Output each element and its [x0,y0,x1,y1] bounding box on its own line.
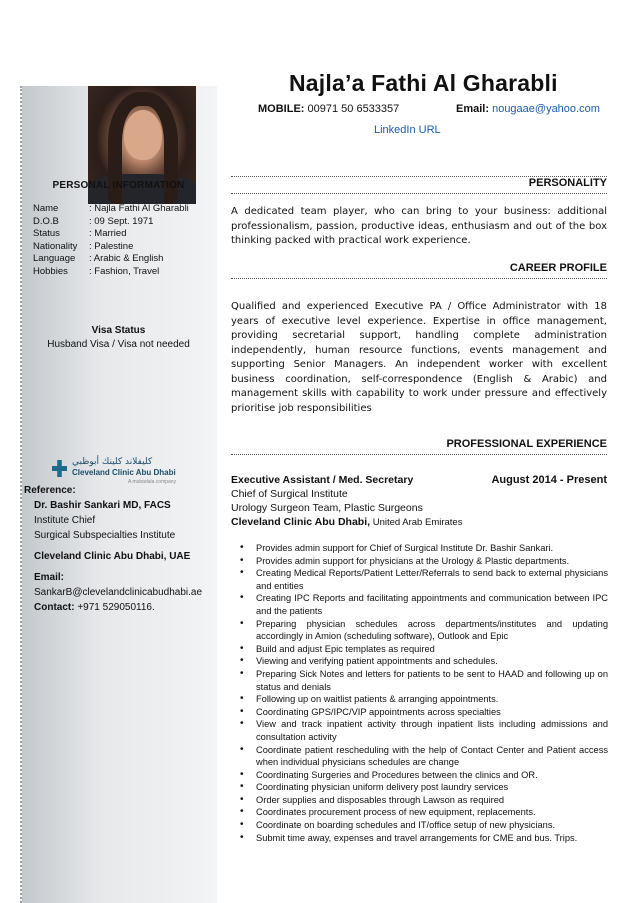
info-row-dob [33,216,189,229]
info-value: : Fashion, Travel [89,265,160,277]
info-row-hobbies [33,266,189,279]
info-key: D.O.B [33,215,59,227]
info-value: : Arabic & English [89,253,164,265]
clinic-logo-tagline: A mubadala company [128,479,177,485]
info-value: : Palestine [89,240,134,252]
clinic-logo [52,457,202,483]
reference-contact [24,600,202,615]
list-item: • Coordinate on boarding schedules and IT/office setup of new physicians. [240,819,608,832]
reference-contact-value: +971 529050116. [77,602,155,613]
reference-institute: Surgical Subspecialties Institute [34,530,176,541]
mobile-label: MOBILE: [258,103,305,115]
list-item: • Creating Medical Reports/Patient Letter/Referrals to send back to external physicians and entities [240,567,608,592]
reference-email-label: Email: [34,572,65,583]
clinic-logo-english: Cleveland Clinic Abu Dhabi [72,468,176,477]
reference-block [24,483,202,615]
list-item: • Submit time away, expenses and travel arrangements for CME and bus. Trips. [240,832,608,845]
info-row-language [33,253,189,266]
reference-org: Cleveland Clinic Abu Dhabi, UAE [34,551,191,562]
info-value: : Married [89,228,127,240]
job-line-2: Urology Surgeon Team, Plastic Surgeons [231,502,423,514]
info-key: Status [33,228,60,240]
personality-text: A dedicated team player, who can bring to your business: additional professionalism, passion, productive ideas, enthusiasm and out of the box thinking packed with practical work experience. [231,206,607,246]
list-item: • Build and adjust Epic templates as required [240,643,608,656]
job-title-text: Executive Assistant / Med. Secretary [231,474,414,486]
job-org-line [231,516,462,528]
info-row-nationality [33,241,189,254]
career-profile-text: Qualified and experienced Executive PA / Office Administrator with 18 years of executive level experience. Expertise in office management, providing secretarial support, handling complete administration independently, human resource functions, events management and supporting Senior Managers. An independent worker with excellent business coordination, self-correspondence (English & Arabic) and management skills with capability to work under pressure and effectively prioritise job responsibilities [231,301,607,414]
career-profile-heading: CAREER PROFILE [509,262,607,274]
list-item: • Provides admin support for Chief of Surgical Institute Dr. Bashir Sankari. [240,542,608,555]
list-item: • Order supplies and disposables through Lawson as required [240,794,608,807]
personal-info-heading: PERSONAL INFORMATION [52,180,185,191]
reference-label: Reference: [24,485,76,496]
reference-contact-label: Contact: [34,602,75,613]
info-value: : 09 Sept. 1971 [89,215,154,227]
clinic-logo-arabic: كليفلاند كلينك أبوظبي [72,457,153,467]
list-item: • Viewing and verifying patient appointments and schedules. [240,655,608,668]
email-link[interactable]: nougaae@yahoo.com [492,103,600,115]
list-item: • View and track inpatient activity through inpatient lists including admissions and consultation activity [240,718,608,743]
list-item: • Coordinating GPS/IPC/VIP appointments across specialties [240,706,608,719]
linkedin-link[interactable]: LinkedIn URL [374,124,441,136]
candidate-name: Najla’a Fathi Al Gharabli [289,70,558,96]
clinic-cross-icon [52,460,67,477]
list-item: • Coordinate patient rescheduling with the help of Contact Center and Patient access when individual physicians schedules are change [240,744,608,769]
list-item: • Coordinates procurement process of new equipment, replacements. [240,806,608,819]
contact-line [258,103,600,115]
job-duties-list [240,542,608,844]
list-item: • Preparing Sick Notes and letters for patients to be sent to HAAD and following up on status and denials [240,668,608,693]
list-item: • Coordinating physician uniform delivery post laundry services [240,781,608,794]
mobile-block [258,103,399,115]
email-label: Email: [456,103,490,115]
experience-heading: PROFESSIONAL EXPERIENCE [446,438,607,450]
list-item: • Following up on waitlist patients & arranging appointments. [240,693,608,706]
reference-person: Dr. Bashir Sankari MD, FACS [34,500,171,511]
job-title [231,474,607,486]
personality-heading: PERSONALITY [528,177,607,189]
email-block [456,103,600,115]
reference-email[interactable]: SankarB@clevelandclinicabudhabi.ae [34,587,203,598]
reference-role: Institute Chief [34,515,96,526]
personal-info-list [33,203,189,279]
visa-status-heading: Visa Status [91,325,146,336]
job-line-1: Chief of Surgical Institute [231,488,348,500]
job-location: United Arab Emirates [370,517,463,528]
list-item: • Creating IPC Reports and facilitating appointments and communication between IPC and the patients [240,592,608,617]
info-key: Name [33,203,59,214]
section-underline-personality [231,193,607,194]
section-underline-career [231,278,607,279]
job-date: August 2014 - Present [491,474,607,486]
info-key: Language [33,253,76,265]
info-row-status [33,228,189,241]
mobile-value: 00971 50 6533357 [307,103,400,115]
list-item: • Preparing physician schedules across departments/institutes and updating accordingly in Amion (scheduling software), Outlook and Epic [240,618,608,643]
visa-status-text: Husband Visa / Visa not needed [47,339,190,350]
info-key: Hobbies [33,265,68,277]
info-value: : Najla Fathi Al Gharabli [89,203,189,214]
info-row-name [33,203,189,216]
list-item: • Coordinating Surgeries and Procedures between the clinics and OR. [240,769,608,782]
info-key: Nationality [33,240,78,252]
list-item: • Provides admin support for physicians at the Urology & Plastic departments. [240,555,608,568]
job-org: Cleveland Clinic Abu Dhabi, [231,516,371,528]
section-underline-experience [231,454,607,455]
